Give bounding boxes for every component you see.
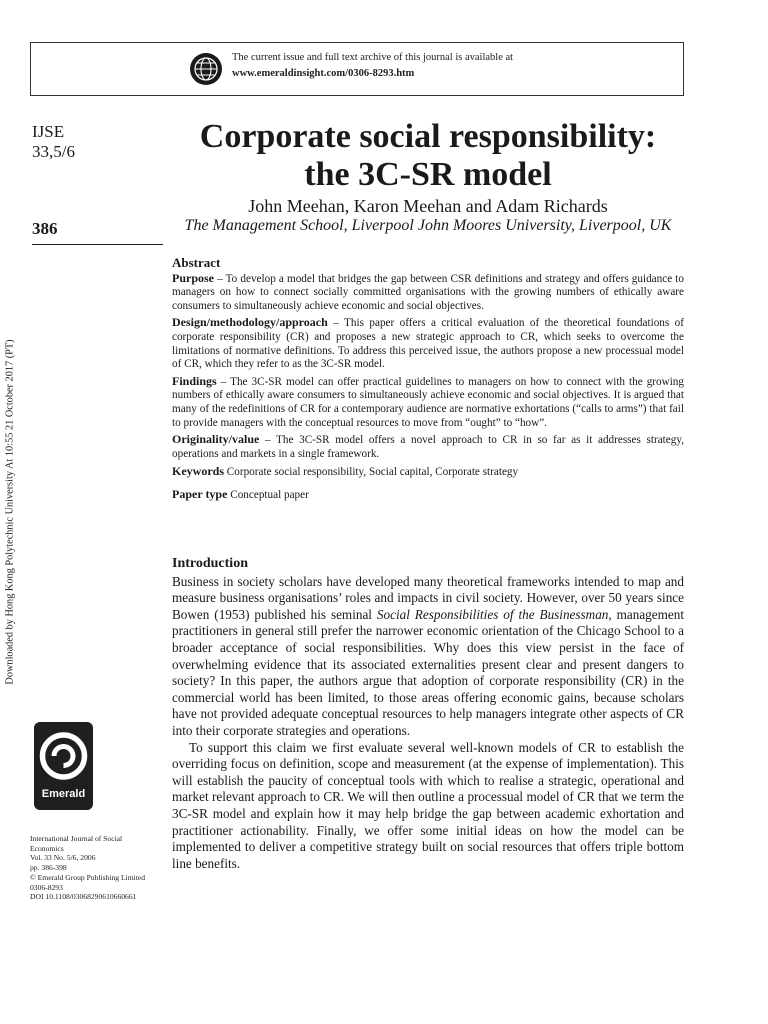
meta-line: DOI 10.1108/03068290610660661 (30, 892, 137, 902)
emerald-logo (34, 722, 93, 810)
journal-info (32, 122, 75, 162)
journal-volume: 33,5/6 (32, 142, 75, 161)
title-line-1: Corporate social responsibility: (199, 118, 657, 155)
journal-abbr: IJSE (32, 122, 65, 141)
paper-type-text: Conceptual paper (227, 488, 309, 501)
meta-line: Vol. 33 No. 5/6, 2006 (30, 853, 96, 863)
globe-icon (189, 52, 223, 86)
purpose-text: – To develop a model that bridges the gap between CSR definitions and strategy and offers guidance to managers on how to connect socially committed organisations with the growing numbers of ethically aware consumers to simultaneously achieve economic and social objectives. (172, 272, 684, 312)
page-number-rule (32, 244, 163, 245)
abstract-heading: Abstract (172, 255, 221, 270)
purpose-label: Purpose (172, 270, 214, 285)
abstract-section (172, 256, 684, 506)
intro-p1-end: , management practitioners in general still prefer the narrower economic orientation of the Chicago School to a broader acceptance of social responsibilities. Why does this view persist in the face of overwhelming evidence that its associated externalities present clear and present dangers to society? In this paper, the authors argue that adoption of corporate responsibility (CR) in the commercial world has been limited, to those areas offering economic gains, because scholars have not provided adequate conceptual resources to help managers integrate other aspects of CR into their corporate strategies and operations. (172, 606, 685, 738)
intro-p1-start: Business in society scholars have developed many theoretical frameworks intended to map and measure business organisations’ roles and impacts in civil society. However, over 50 years since Bowen (1953) published his seminal (172, 573, 684, 622)
findings-label: Findings (172, 373, 217, 388)
publication-meta (30, 834, 170, 902)
introduction-section (172, 556, 684, 872)
meta-line: pp. 386-398 (30, 863, 67, 873)
archive-text: The current issue and full text archive of this journal is available at (232, 52, 514, 63)
abstract-keywords (172, 465, 684, 480)
intro-paragraph-2: To support this claim we first evaluate several well-known models of CR to establish the overriding focus on definition, scope and measurement (at the expense of implementation). This will establish the paucity of conceptual tools with which to realise a strategic, operational and market relevant approach to CR. We will then outline a processual model of CR that we term the 3C-SR model and explain how it may help bridge the gap between academic exhortation and practitioner actionability. Finally, we offer some initial ideas on how the model can be implemented to deliver a competitive strategy built on social resources that offers triple bottom line benefits. (172, 739, 684, 871)
meta-line: International Journal of Social (30, 834, 123, 843)
originality-text: – The 3C-SR model offers a novel approach to CR in so far as it addresses strategy, operations and markets in a single framework. (172, 434, 684, 460)
introduction-heading: Introduction (172, 556, 248, 571)
meta-line: © Emerald Group Publishing Limited (30, 872, 146, 882)
title-line-2: the 3C-SR model (304, 156, 552, 193)
originality-label: Originality/value (172, 432, 260, 447)
page-number: 386 (32, 219, 58, 238)
abstract-purpose (172, 272, 684, 314)
emerald-logo-text: Emerald (41, 788, 86, 800)
design-label: Design/methodology/approach (172, 315, 328, 330)
authors: John Meehan, Karon Meehan and Adam Richards (248, 196, 608, 216)
paper-type-label: Paper type (172, 486, 228, 501)
download-note: Downloaded by Hong Kong Polytechnic University At 10:55 21 October 2017 (PT) (4, 339, 16, 685)
keywords-label: Keywords (172, 464, 224, 479)
abstract-paper-type (172, 488, 684, 503)
affiliation: The Management School, Liverpool John Moores University, Liverpool, UK (184, 217, 672, 234)
findings-text: – The 3C-SR model can offer practical guidelines to managers on how to connect with the growing numbers of ethically aware consumers to simultaneously achieve economic and social objectives. It is argued that many of the redefinitions of CR for a contemporary audience are normative exhortations (“calls to arms”) that fail to provide managers with the conceptual resources to move from “ought” to “how”. (172, 375, 684, 429)
design-text: – This paper offers a critical evaluation of the theoretical foundations of corporate responsibility (CR) and proposes a new strategic approach to CR, which seeks to overcome the limitations of normative definitions. To address this perceived issue, the authors propose a new processual model of CR, which they refer to as the 3C-SR model. (172, 317, 684, 371)
intro-paragraph-1 (172, 574, 684, 740)
keywords-text: Corporate social responsibility, Social capital, Corporate strategy (224, 466, 519, 479)
archive-url-link[interactable]: www.emeraldinsight.com/0306-8293.htm (232, 68, 415, 79)
abstract-originality (172, 433, 684, 461)
abstract-design (172, 316, 684, 371)
article-title (172, 118, 684, 194)
meta-line: 0306-8293 (30, 882, 63, 892)
meta-line: Economics (30, 843, 64, 853)
abstract-findings (172, 375, 684, 430)
intro-p1-book-title: Social Responsibilities of the Businessman (376, 606, 609, 622)
